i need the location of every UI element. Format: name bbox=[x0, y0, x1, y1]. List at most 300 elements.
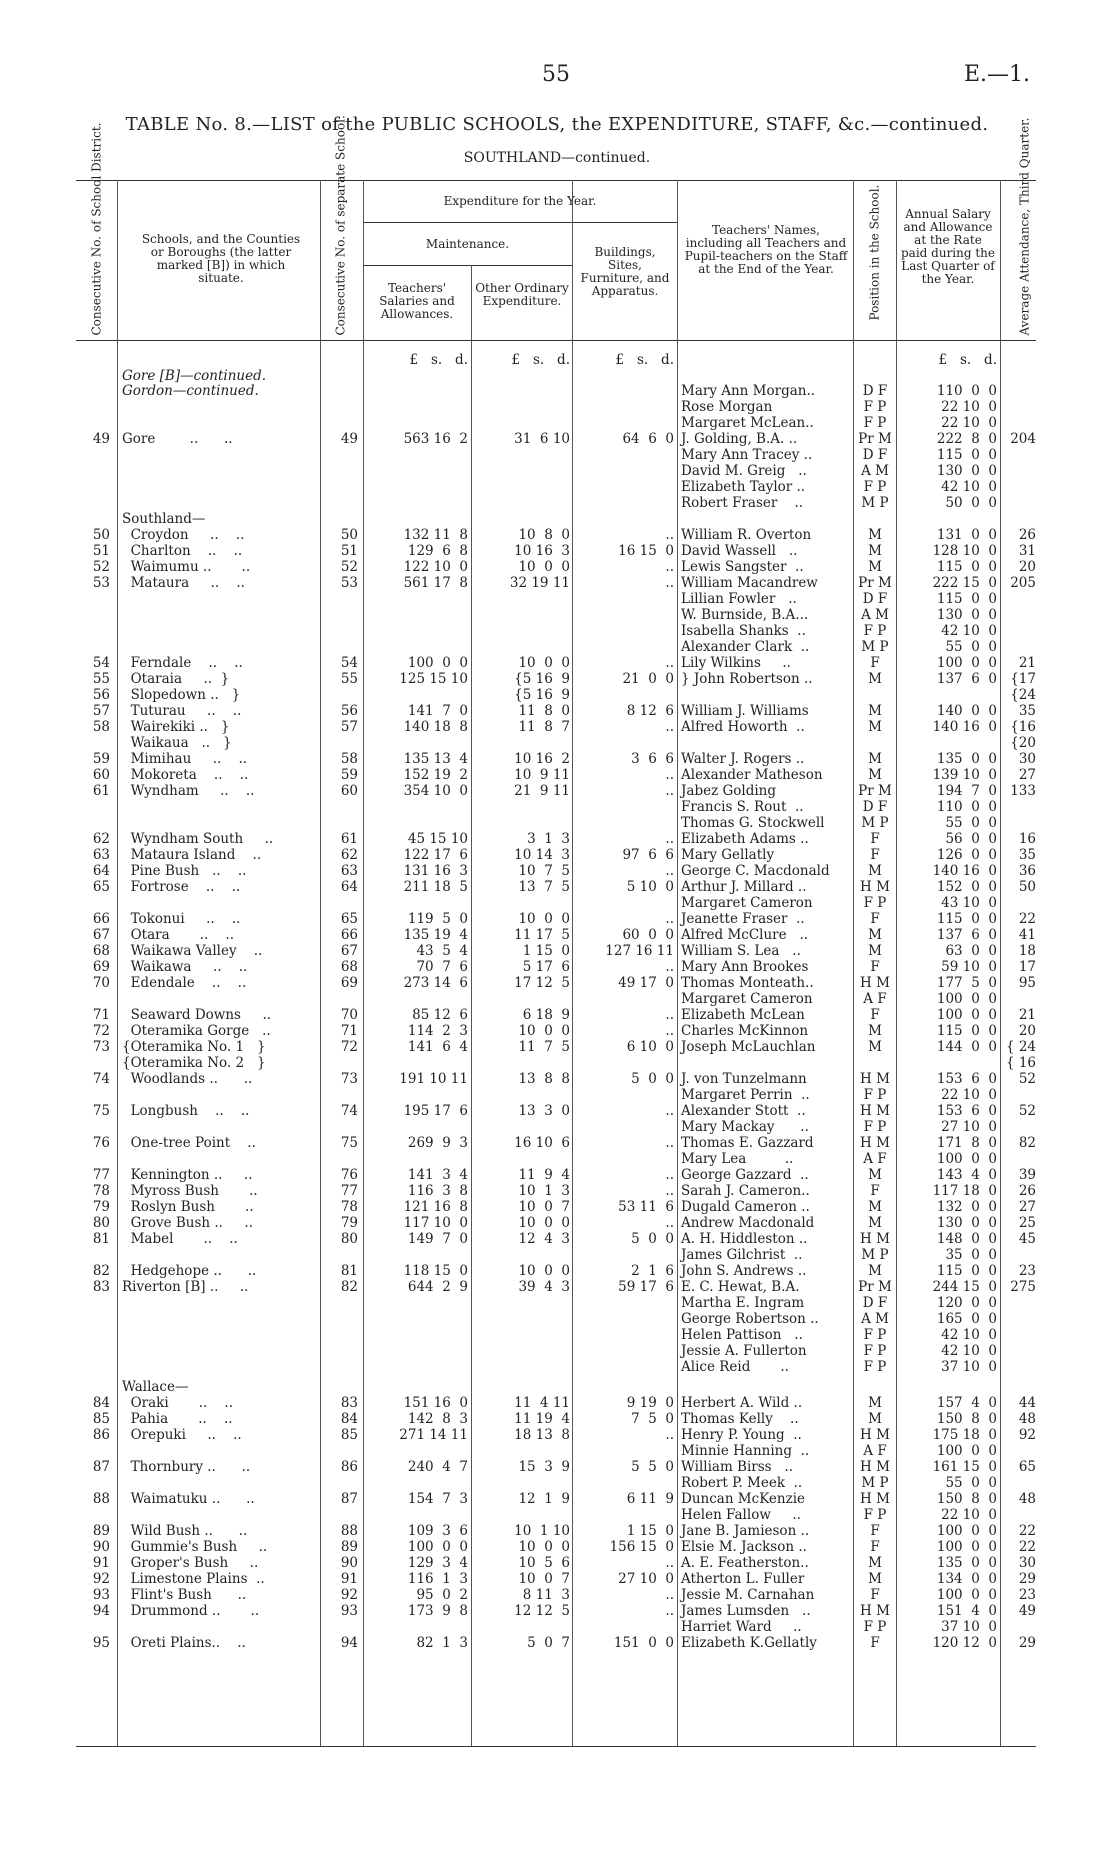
cell-teacher-name: Jessie M. Carnahan bbox=[681, 1587, 815, 1603]
cell-other-expenditure: 10 14 3 bbox=[514, 847, 570, 863]
cell-teacher-name: Robert P. Meek .. bbox=[681, 1475, 803, 1491]
cell-school-name: Mataura Island .. bbox=[122, 847, 262, 863]
cell-attendance: 50 bbox=[1018, 879, 1036, 895]
cell-attendance: { 24 bbox=[1005, 1039, 1036, 1055]
cell-other-expenditure: 10 1 10 bbox=[514, 1523, 570, 1539]
cell-district-no: 86 bbox=[92, 1427, 110, 1443]
cell-attendance: 23 bbox=[1018, 1263, 1036, 1279]
cell-school-no: 78 bbox=[340, 1199, 358, 1215]
cell-other-expenditure: 10 0 0 bbox=[518, 1215, 570, 1231]
cell-salaries: 129 6 8 bbox=[407, 543, 468, 559]
cell-salaries: 135 19 4 bbox=[403, 927, 468, 943]
cell-buildings: .. bbox=[665, 1215, 674, 1231]
cell-attendance: 20 bbox=[1018, 1023, 1036, 1039]
cell-teacher-name: Arthur J. Millard .. bbox=[681, 879, 807, 895]
cell-position: F bbox=[870, 1183, 880, 1199]
cell-salaries: 129 3 4 bbox=[407, 1555, 468, 1571]
cell-salary: 120 12 0 bbox=[932, 1635, 997, 1651]
cell-district-no: 63 bbox=[92, 847, 110, 863]
cell-position: F P bbox=[863, 415, 887, 431]
cell-salary: 100 0 0 bbox=[936, 1539, 997, 1555]
cell-salary: 144 0 0 bbox=[936, 1039, 997, 1055]
cell-school-no: 75 bbox=[340, 1135, 358, 1151]
cell-salaries: 125 15 10 bbox=[399, 671, 468, 687]
column-rule bbox=[572, 180, 573, 1746]
cell-school-no: 77 bbox=[340, 1183, 358, 1199]
cell-school-no: 57 bbox=[340, 719, 358, 735]
cell-district-no: 80 bbox=[92, 1215, 110, 1231]
cell-school-name: Waikaua .. } bbox=[122, 735, 232, 751]
cell-buildings: 151 0 0 bbox=[613, 1635, 674, 1651]
cell-buildings: .. bbox=[665, 767, 674, 783]
cell-district-no: 49 bbox=[92, 431, 110, 447]
cell-school-no: 66 bbox=[340, 927, 358, 943]
cell-teacher-name: } John Robertson .. bbox=[681, 671, 813, 687]
cell-other-expenditure: 12 12 5 bbox=[514, 1603, 570, 1619]
column-rule bbox=[471, 300, 472, 1746]
column-rule bbox=[117, 180, 118, 1746]
cell-teacher-name: Robert Fraser .. bbox=[681, 495, 804, 511]
cell-position: F P bbox=[863, 1087, 887, 1103]
cell-school-name: Oraki .. .. bbox=[122, 1395, 234, 1411]
cell-salaries: 140 18 8 bbox=[403, 719, 468, 735]
cell-district-no: 55 bbox=[92, 671, 110, 687]
cell-teacher-name: Minnie Hanning .. bbox=[681, 1443, 810, 1459]
cell-salary: 55 0 0 bbox=[945, 815, 997, 831]
cell-school-no: 82 bbox=[340, 1279, 358, 1295]
cell-other-expenditure: 15 3 9 bbox=[518, 1459, 570, 1475]
cell-attendance: 22 bbox=[1018, 911, 1036, 927]
cell-district-no: 87 bbox=[92, 1459, 110, 1475]
cell-salaries: 141 7 0 bbox=[407, 703, 468, 719]
column-rule bbox=[896, 180, 897, 1746]
cell-salary: 100 0 0 bbox=[936, 1151, 997, 1167]
cell-salaries: 149 7 0 bbox=[407, 1231, 468, 1247]
header-expenditure: Expenditure for the Year. bbox=[443, 194, 597, 208]
expenditure-rule bbox=[363, 222, 677, 223]
cell-teacher-name: Alexander Clark .. bbox=[681, 639, 810, 655]
cell-teacher-name: William Macandrew bbox=[681, 575, 818, 591]
cell-position: M P bbox=[861, 495, 889, 511]
cell-attendance: {20 bbox=[1010, 735, 1036, 751]
cell-other-expenditure: 10 0 0 bbox=[518, 1023, 570, 1039]
cell-other-expenditure: 10 0 0 bbox=[518, 911, 570, 927]
cell-school-name: Waikawa .. .. bbox=[122, 959, 248, 975]
header-attendance: Average Attendance, Third Quarter. bbox=[1017, 117, 1032, 336]
cell-school-no: 52 bbox=[340, 559, 358, 575]
cell-teacher-name: Lily Wilkins .. bbox=[681, 655, 791, 671]
cell-school-name: Hedgehope .. .. bbox=[122, 1263, 257, 1279]
cell-school-no: 54 bbox=[340, 655, 358, 671]
cell-other-expenditure: 10 8 0 bbox=[518, 527, 570, 543]
cell-district-no: 53 bbox=[92, 575, 110, 591]
cell-school-no: 74 bbox=[340, 1103, 358, 1119]
cell-buildings: .. bbox=[665, 1603, 674, 1619]
cell-district-no: 56 bbox=[92, 687, 110, 703]
cell-position: A M bbox=[861, 463, 889, 479]
cell-salary: 150 8 0 bbox=[936, 1491, 997, 1507]
cell-school-name: Southland— bbox=[122, 511, 206, 527]
cell-other-expenditure: 10 0 0 bbox=[518, 1539, 570, 1555]
cell-other-expenditure: 11 19 4 bbox=[514, 1411, 570, 1427]
cell-salaries: 240 4 7 bbox=[407, 1459, 468, 1475]
cell-other-expenditure: 10 16 3 bbox=[514, 543, 570, 559]
cell-position: M bbox=[868, 751, 882, 767]
cell-school-name: Limestone Plains .. bbox=[122, 1571, 265, 1587]
cell-teacher-name: Walter J. Rogers .. bbox=[681, 751, 805, 767]
cell-teacher-name: Charles McKinnon bbox=[681, 1023, 809, 1039]
cell-teacher-name: Margaret Cameron bbox=[681, 991, 813, 1007]
cell-school-name: Mabel .. .. bbox=[122, 1231, 238, 1247]
cell-school-no: 94 bbox=[340, 1635, 358, 1651]
cell-school-no: 76 bbox=[340, 1167, 358, 1183]
cell-buildings: 6 10 0 bbox=[626, 1039, 674, 1055]
header-buildings: Buildings, Sites, Furniture, and Apparatus. bbox=[580, 245, 670, 298]
currency-header: £ s. d. bbox=[409, 352, 468, 368]
cell-school-name: Wallace— bbox=[122, 1379, 189, 1395]
cell-position: F bbox=[870, 1539, 880, 1555]
header-other-expenditure: Other Ordinary Expenditure. bbox=[475, 281, 569, 308]
cell-teacher-name: Mary Ann Tracey .. bbox=[681, 447, 813, 463]
cell-position: M P bbox=[861, 1475, 889, 1491]
cell-school-name: Mimihau .. .. bbox=[122, 751, 248, 767]
cell-district-no: 89 bbox=[92, 1523, 110, 1539]
cell-school-name: Longbush .. .. bbox=[122, 1103, 250, 1119]
cell-salaries: 561 17 8 bbox=[403, 575, 468, 591]
cell-attendance: 29 bbox=[1018, 1571, 1036, 1587]
cell-attendance: 41 bbox=[1018, 927, 1036, 943]
cell-teacher-name: W. Burnside, B.A... bbox=[681, 607, 809, 623]
cell-other-expenditure: 12 4 3 bbox=[518, 1231, 570, 1247]
cell-district-no: 73 bbox=[92, 1039, 110, 1055]
cell-district-no: 74 bbox=[92, 1071, 110, 1087]
cell-position: Pr M bbox=[858, 575, 892, 591]
cell-position: F bbox=[870, 1007, 880, 1023]
cell-buildings: 21 0 0 bbox=[622, 671, 674, 687]
cell-attendance: 35 bbox=[1018, 703, 1036, 719]
cell-position: M bbox=[868, 1199, 882, 1215]
cell-school-no: 61 bbox=[340, 831, 358, 847]
cell-salary: 132 0 0 bbox=[936, 1199, 997, 1215]
cell-school-no: 64 bbox=[340, 879, 358, 895]
cell-district-no: 84 bbox=[92, 1395, 110, 1411]
cell-school-name: Mokoreta .. .. bbox=[122, 767, 249, 783]
cell-other-expenditure: 11 7 5 bbox=[518, 1039, 570, 1055]
cell-salary: 140 16 0 bbox=[932, 863, 997, 879]
cell-school-name: Wyndham South .. bbox=[122, 831, 274, 847]
cell-district-no: 92 bbox=[92, 1571, 110, 1587]
cell-buildings: 5 10 0 bbox=[626, 879, 674, 895]
cell-school-name: Kennington .. .. bbox=[122, 1167, 253, 1183]
cell-teacher-name: Margaret Cameron bbox=[681, 895, 813, 911]
cell-salaries: 211 18 5 bbox=[403, 879, 468, 895]
maintenance-split bbox=[471, 265, 472, 340]
cell-school-no: 55 bbox=[340, 671, 358, 687]
cell-buildings: .. bbox=[665, 527, 674, 543]
cell-other-expenditure: 18 13 8 bbox=[514, 1427, 570, 1443]
cell-salary: 42 10 0 bbox=[941, 1327, 997, 1343]
cell-position: F P bbox=[863, 1359, 887, 1375]
cell-district-no: 58 bbox=[92, 719, 110, 735]
cell-teacher-name: Mary Mackay .. bbox=[681, 1119, 809, 1135]
cell-salary: 55 0 0 bbox=[945, 639, 997, 655]
cell-salary: 161 15 0 bbox=[932, 1459, 997, 1475]
cell-teacher-name: Elizabeth Taylor .. bbox=[681, 479, 806, 495]
cell-other-expenditure: 10 0 7 bbox=[518, 1571, 570, 1587]
cell-position: M bbox=[868, 863, 882, 879]
cell-buildings: .. bbox=[665, 911, 674, 927]
cell-teacher-name: Alexander Stott .. bbox=[681, 1103, 806, 1119]
cell-district-no: 71 bbox=[92, 1007, 110, 1023]
cell-other-expenditure: 11 9 4 bbox=[518, 1167, 570, 1183]
cell-district-no: 91 bbox=[92, 1555, 110, 1571]
cell-teacher-name: Lewis Sangster .. bbox=[681, 559, 804, 575]
cell-salary: 151 4 0 bbox=[936, 1603, 997, 1619]
cell-school-no: 51 bbox=[340, 543, 358, 559]
cell-position: M P bbox=[861, 815, 889, 831]
cell-salary: 27 10 0 bbox=[941, 1119, 997, 1135]
cell-salary: 140 0 0 bbox=[936, 703, 997, 719]
cell-attendance: 65 bbox=[1018, 1459, 1036, 1475]
cell-other-expenditure: 10 0 7 bbox=[518, 1199, 570, 1215]
cell-teacher-name: Helen Pattison .. bbox=[681, 1327, 803, 1343]
cell-attendance: {17 bbox=[1010, 671, 1036, 687]
cell-teacher-name: Thomas Monteath.. bbox=[681, 975, 814, 991]
cell-teacher-name: Helen Fallow .. bbox=[681, 1507, 801, 1523]
cell-school-name: Gordon—continued. bbox=[122, 383, 259, 399]
cell-buildings: 9 19 0 bbox=[626, 1395, 674, 1411]
cell-district-no: 52 bbox=[92, 559, 110, 575]
cell-salary: 126 0 0 bbox=[936, 847, 997, 863]
cell-attendance: 92 bbox=[1018, 1427, 1036, 1443]
cell-school-no: 93 bbox=[340, 1603, 358, 1619]
cell-position: H M bbox=[860, 879, 890, 895]
cell-salary: 134 0 0 bbox=[936, 1571, 997, 1587]
cell-position: M bbox=[868, 671, 882, 687]
cell-buildings: .. bbox=[665, 719, 674, 735]
cell-attendance: 204 bbox=[1010, 431, 1036, 447]
cell-school-name: Grove Bush .. .. bbox=[122, 1215, 254, 1231]
cell-attendance: 21 bbox=[1018, 655, 1036, 671]
cell-teacher-name: George C. Macdonald bbox=[681, 863, 830, 879]
cell-position: M P bbox=[861, 1247, 889, 1263]
cell-salary: 222 8 0 bbox=[936, 431, 997, 447]
cell-position: D F bbox=[862, 591, 888, 607]
cell-teacher-name: William S. Lea .. bbox=[681, 943, 801, 959]
cell-buildings: .. bbox=[665, 575, 674, 591]
cell-salary: 100 0 0 bbox=[936, 1587, 997, 1603]
cell-salaries: 114 2 3 bbox=[407, 1023, 468, 1039]
cell-salaries: 122 17 6 bbox=[403, 847, 468, 863]
cell-salaries: 70 7 6 bbox=[416, 959, 468, 975]
cell-school-name: Edendale .. .. bbox=[122, 975, 247, 991]
cell-attendance: 48 bbox=[1018, 1411, 1036, 1427]
cell-salary: 171 8 0 bbox=[936, 1135, 997, 1151]
cell-other-expenditure: 10 1 3 bbox=[518, 1183, 570, 1199]
cell-district-no: 93 bbox=[92, 1587, 110, 1603]
cell-school-name: {Oteramika No. 1 } bbox=[122, 1039, 266, 1055]
cell-school-no: 85 bbox=[340, 1427, 358, 1443]
cell-attendance: {16 bbox=[1010, 719, 1036, 735]
cell-teacher-name: Elizabeth Adams .. bbox=[681, 831, 809, 847]
cell-school-no: 59 bbox=[340, 767, 358, 783]
cell-school-name: Riverton [B] .. .. bbox=[122, 1279, 249, 1295]
cell-attendance: 25 bbox=[1018, 1215, 1036, 1231]
cell-teacher-name: Francis S. Rout .. bbox=[681, 799, 804, 815]
cell-other-expenditure: 6 18 9 bbox=[522, 1007, 570, 1023]
cell-attendance: 48 bbox=[1018, 1491, 1036, 1507]
cell-position: D F bbox=[862, 383, 888, 399]
cell-salaries: 152 19 2 bbox=[403, 767, 468, 783]
cell-buildings: .. bbox=[665, 1555, 674, 1571]
cell-salary: 55 0 0 bbox=[945, 1475, 997, 1491]
cell-school-name: Croydon .. .. bbox=[122, 527, 245, 543]
cell-other-expenditure: 13 7 5 bbox=[518, 879, 570, 895]
cell-salary: 130 0 0 bbox=[936, 463, 997, 479]
cell-other-expenditure: 10 0 0 bbox=[518, 1263, 570, 1279]
cell-position: A M bbox=[861, 607, 889, 623]
cell-attendance: { 16 bbox=[1005, 1055, 1036, 1071]
cell-school-name: Ferndale .. .. bbox=[122, 655, 243, 671]
cell-other-expenditure: 21 9 11 bbox=[514, 783, 570, 799]
cell-salaries: 116 3 8 bbox=[407, 1183, 468, 1199]
cell-other-expenditure: 13 3 0 bbox=[518, 1103, 570, 1119]
cell-district-no: 61 bbox=[92, 783, 110, 799]
cell-school-name: Myross Bush .. bbox=[122, 1183, 258, 1199]
cell-other-expenditure: 5 17 6 bbox=[522, 959, 570, 975]
cell-salary: 137 6 0 bbox=[936, 927, 997, 943]
cell-school-no: 81 bbox=[340, 1263, 358, 1279]
cell-school-name: Orepuki .. .. bbox=[122, 1427, 242, 1443]
cell-salary: 100 0 0 bbox=[936, 1523, 997, 1539]
cell-school-name: Oteramika Gorge .. bbox=[122, 1023, 271, 1039]
cell-attendance: 95 bbox=[1018, 975, 1036, 991]
cell-school-no: 84 bbox=[340, 1411, 358, 1427]
header-schools: Schools, and the Counties or Boroughs (the latter marked [B]) in which situate. bbox=[141, 232, 301, 285]
cell-attendance: 31 bbox=[1018, 543, 1036, 559]
cell-attendance: 44 bbox=[1018, 1395, 1036, 1411]
cell-district-no: 72 bbox=[92, 1023, 110, 1039]
cell-buildings: 7 5 0 bbox=[631, 1411, 674, 1427]
cell-salaries: 273 14 6 bbox=[403, 975, 468, 991]
cell-buildings: .. bbox=[665, 655, 674, 671]
cell-other-expenditure: 10 0 0 bbox=[518, 655, 570, 671]
cell-salary: 22 10 0 bbox=[941, 399, 997, 415]
cell-position: H M bbox=[860, 1491, 890, 1507]
cell-salary: 100 0 0 bbox=[936, 991, 997, 1007]
cell-attendance: 45 bbox=[1018, 1231, 1036, 1247]
cell-district-no: 54 bbox=[92, 655, 110, 671]
cell-other-expenditure: 11 4 11 bbox=[514, 1395, 570, 1411]
cell-position: Pr M bbox=[858, 783, 892, 799]
cell-salary: 128 10 0 bbox=[932, 543, 997, 559]
cell-attendance: 52 bbox=[1018, 1103, 1036, 1119]
cell-position: M bbox=[868, 1263, 882, 1279]
cell-teacher-name: Martha E. Ingram bbox=[681, 1295, 805, 1311]
cell-salary: 153 6 0 bbox=[936, 1071, 997, 1087]
cell-salary: 153 6 0 bbox=[936, 1103, 997, 1119]
header-salaries: Teachers' Salaries and Allowances. bbox=[379, 281, 455, 321]
cell-attendance: 20 bbox=[1018, 559, 1036, 575]
column-rule bbox=[853, 180, 854, 1746]
cell-position: F bbox=[870, 1523, 880, 1539]
cell-position: M P bbox=[861, 639, 889, 655]
cell-school-name: Tuturau .. .. bbox=[122, 703, 242, 719]
cell-teacher-name: Elsie M. Jackson .. bbox=[681, 1539, 807, 1555]
cell-salary: 37 10 0 bbox=[941, 1619, 997, 1635]
cell-position: F P bbox=[863, 895, 887, 911]
cell-salary: 177 5 0 bbox=[936, 975, 997, 991]
cell-salaries: 269 9 3 bbox=[407, 1135, 468, 1151]
cell-salaries: 644 2 9 bbox=[407, 1279, 468, 1295]
cell-buildings: .. bbox=[665, 559, 674, 575]
cell-position: F P bbox=[863, 1119, 887, 1135]
cell-position: F bbox=[870, 1587, 880, 1603]
cell-salaries: 109 3 6 bbox=[407, 1523, 468, 1539]
cell-buildings: .. bbox=[665, 1007, 674, 1023]
cell-buildings: .. bbox=[665, 1023, 674, 1039]
cell-teacher-name: Margaret Perrin .. bbox=[681, 1087, 810, 1103]
cell-teacher-name: Joseph McLauchlan bbox=[681, 1039, 816, 1055]
cell-salaries: 563 16 2 bbox=[403, 431, 468, 447]
cell-other-expenditure: 12 1 9 bbox=[518, 1491, 570, 1507]
cell-district-no: 77 bbox=[92, 1167, 110, 1183]
cell-buildings: 1 15 0 bbox=[626, 1523, 674, 1539]
cell-other-expenditure: 17 12 5 bbox=[514, 975, 570, 991]
cell-salary: 131 0 0 bbox=[936, 527, 997, 543]
cell-position: F P bbox=[863, 1619, 887, 1635]
cell-district-no: 82 bbox=[92, 1263, 110, 1279]
cell-teacher-name: Mary Gellatly bbox=[681, 847, 775, 863]
cell-salary: 222 15 0 bbox=[932, 575, 997, 591]
cell-position: F P bbox=[863, 479, 887, 495]
cell-salary: 157 4 0 bbox=[936, 1395, 997, 1411]
cell-buildings: .. bbox=[665, 783, 674, 799]
cell-buildings: 2 1 6 bbox=[631, 1263, 674, 1279]
cell-buildings: 6 11 9 bbox=[626, 1491, 674, 1507]
cell-buildings: .. bbox=[665, 831, 674, 847]
cell-salaries: 173 9 8 bbox=[407, 1603, 468, 1619]
cell-teacher-name: Lillian Fowler .. bbox=[681, 591, 797, 607]
cell-other-expenditure: 32 19 11 bbox=[509, 575, 570, 591]
cell-other-expenditure: {5 16 9 bbox=[514, 687, 570, 703]
cell-school-no: 91 bbox=[340, 1571, 358, 1587]
table-bottom-rule bbox=[76, 1746, 1036, 1747]
cell-school-name: Wild Bush .. .. bbox=[122, 1523, 248, 1539]
cell-teacher-name: J. Golding, B.A. .. bbox=[681, 431, 798, 447]
cell-district-no: 83 bbox=[92, 1279, 110, 1295]
cell-attendance: 27 bbox=[1018, 1199, 1036, 1215]
cell-salaries: 116 1 3 bbox=[407, 1571, 468, 1587]
cell-school-name: Pahia .. .. bbox=[122, 1411, 233, 1427]
cell-teacher-name: A. H. Hiddleston .. bbox=[681, 1231, 808, 1247]
cell-salaries: 151 16 0 bbox=[403, 1395, 468, 1411]
cell-teacher-name: George Robertson .. bbox=[681, 1311, 819, 1327]
column-rule bbox=[1000, 180, 1001, 1746]
cell-attendance: 30 bbox=[1018, 1555, 1036, 1571]
cell-position: F bbox=[870, 1635, 880, 1651]
cell-attendance: 39 bbox=[1018, 1167, 1036, 1183]
cell-teacher-name: Mary Lea .. bbox=[681, 1151, 794, 1167]
cell-school-name: Tokonui .. .. bbox=[122, 911, 241, 927]
cell-salary: 42 10 0 bbox=[941, 1343, 997, 1359]
header-school-no: Consecutive No. of separate School. bbox=[333, 115, 348, 336]
cell-buildings: 97 6 6 bbox=[622, 847, 674, 863]
cell-salary: 110 0 0 bbox=[936, 383, 997, 399]
cell-teacher-name: David M. Greig .. bbox=[681, 463, 807, 479]
cell-school-no: 92 bbox=[340, 1587, 358, 1603]
cell-teacher-name: Thomas G. Stockwell bbox=[681, 815, 825, 831]
